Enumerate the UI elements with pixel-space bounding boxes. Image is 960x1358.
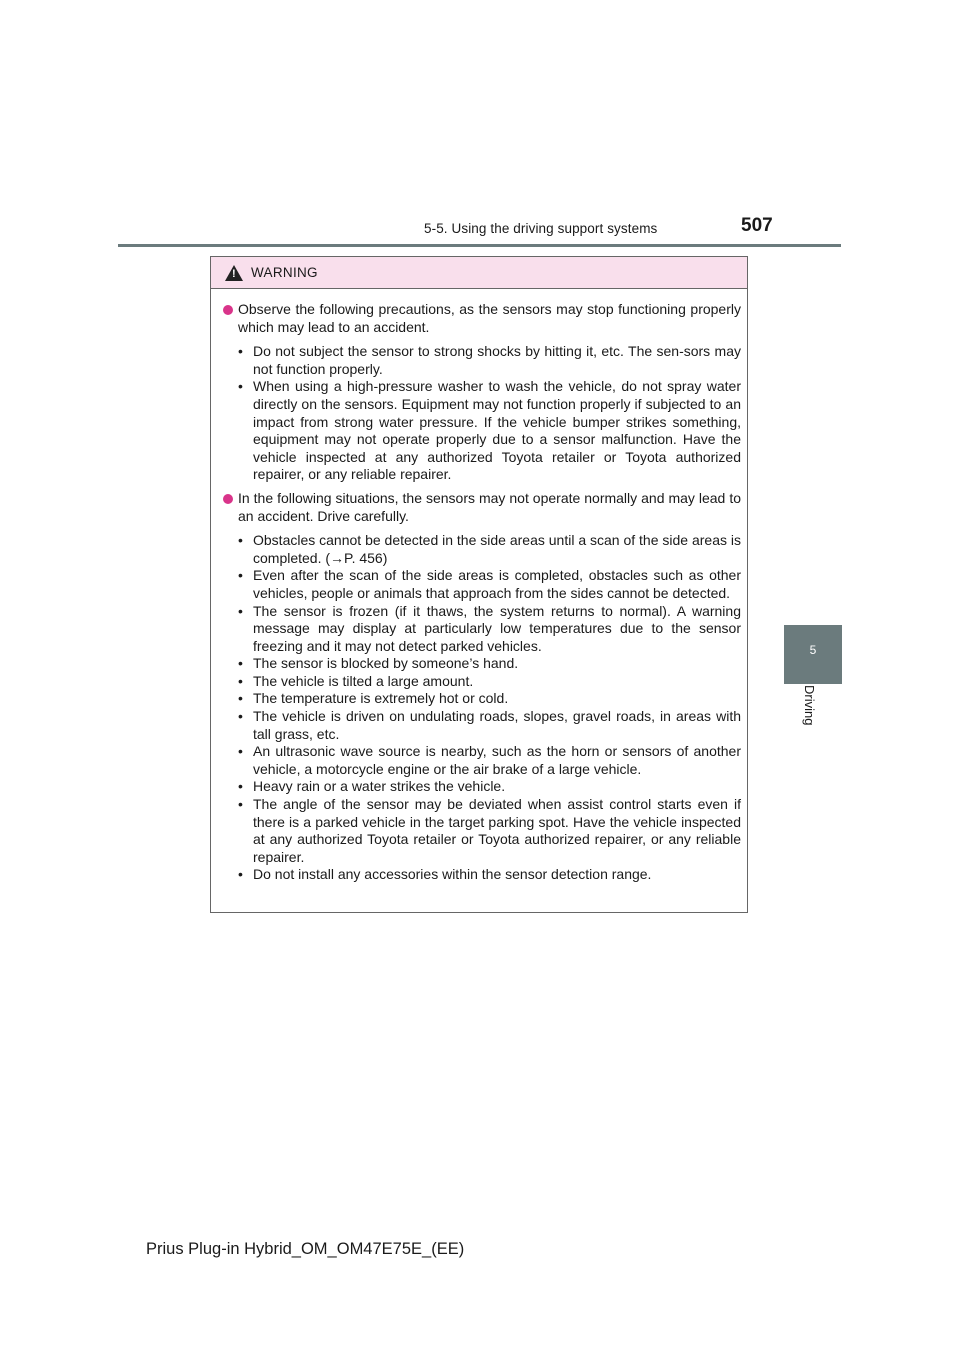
bullet-mark-icon: • <box>238 778 243 795</box>
list-item-text: The sensor is blocked by someone’s hand. <box>253 655 519 672</box>
list-item <box>223 866 741 884</box>
bullet-mark-icon: • <box>238 690 243 707</box>
list-item <box>223 532 741 567</box>
list-item-text: When using a high-pressure washer to wash the vehicle, do not spray water directly on the sensors. Equipment may not function properly if subjected to an impact from strong water pressure. If the vehicle bumper strikes something, equipment may not operate properly due to a sensor malfunction. Have the vehicle inspected at any authorized Toyota retailer or Toyota authorized repairer, or any reliable repairer. <box>253 378 741 483</box>
list-item-text: Do not subject the sensor to strong shocks by hitting it, etc. The sen-sors may not function properly. <box>253 343 741 377</box>
list-item-text: Obstacles cannot be detected in the side areas until a scan of the side areas is completed. (→P. 456) <box>253 532 741 566</box>
warning-box <box>210 256 748 913</box>
list-item-text: The temperature is extremely hot or cold. <box>253 690 509 707</box>
list-item <box>223 743 741 778</box>
list-item <box>223 378 741 484</box>
warning-paragraph <box>223 301 741 336</box>
warning-header <box>211 257 747 289</box>
warning-body <box>211 289 747 884</box>
bullet-mark-icon: • <box>238 655 243 672</box>
warning-triangle-icon <box>225 265 243 281</box>
list-item-text: The angle of the sensor may be deviated when assist control starts even if there is a parked vehicle in the target parking spot. Have the vehicle inspected at any authorized Toyota retailer or Toyota authorized repairer, or any reliable repairer. <box>253 796 741 865</box>
bullet-mark-icon: • <box>238 866 243 883</box>
list-item <box>223 567 741 602</box>
list-item <box>223 343 741 378</box>
list-item-text: Even after the scan of the side areas is completed, obstacles such as other vehicles, people or animals that approach from the sides cannot be detected. <box>253 567 741 601</box>
list-item <box>223 655 741 673</box>
bullet-mark-icon: • <box>238 708 243 725</box>
warning-sub-list <box>223 343 741 484</box>
chapter-tab: 5 <box>784 625 842 684</box>
footer-model-code: Prius Plug-in Hybrid_OM_OM47E75E_(EE) <box>146 1240 465 1258</box>
chapter-label: Driving <box>802 685 817 726</box>
bullet-mark-icon: • <box>238 796 243 813</box>
list-item <box>223 708 741 743</box>
bullet-mark-icon: • <box>238 343 243 360</box>
list-item <box>223 690 741 708</box>
bullet-mark-icon: • <box>238 378 243 395</box>
list-item <box>223 796 741 866</box>
list-item-text: The vehicle is tilted a large amount. <box>253 672 474 689</box>
section-title: 5-5. Using the driving support systems <box>424 221 658 236</box>
bullet-mark-icon: • <box>238 743 243 760</box>
list-item <box>223 673 741 691</box>
bullet-mark-icon: • <box>238 532 243 549</box>
bullet-dot-icon <box>223 305 233 315</box>
bullet-mark-icon: • <box>238 602 243 619</box>
list-item-text: Do not install any accessories within the sensor detection range. <box>253 866 652 883</box>
warning-paragraph-text: In the following situations, the sensors may not operate normally and may lead to an accident. Drive carefully. <box>238 489 741 524</box>
list-item <box>223 778 741 796</box>
bullet-mark-icon: • <box>238 672 243 689</box>
list-item-text: The sensor is frozen (if it thaws, the system returns to normal). A warning message may display at particularly low temperatures due to the sensor freezing and it may not detect parked vehicles. <box>253 602 741 654</box>
warning-title: WARNING <box>251 265 318 280</box>
list-item-text: The vehicle is driven on undulating roads, slopes, gravel roads, in areas with tall grass, etc. <box>253 708 741 742</box>
list-item <box>223 603 741 656</box>
list-item-text: Heavy rain or a water strikes the vehicle. <box>253 778 506 795</box>
page-number: 507 <box>741 215 773 236</box>
warning-paragraph-text: Observe the following precautions, as the sensors may stop functioning properly which may lead to an accident. <box>238 301 741 335</box>
warning-paragraph <box>223 490 741 525</box>
bullet-mark-icon: • <box>238 567 243 584</box>
bullet-dot-icon <box>223 494 233 504</box>
list-item-text: An ultrasonic wave source is nearby, such as the horn or sensors of another vehicle, a motorcycle engine or the air brake of a large vehicle. <box>253 743 741 777</box>
warning-sub-list <box>223 532 741 884</box>
header-divider <box>118 244 841 247</box>
